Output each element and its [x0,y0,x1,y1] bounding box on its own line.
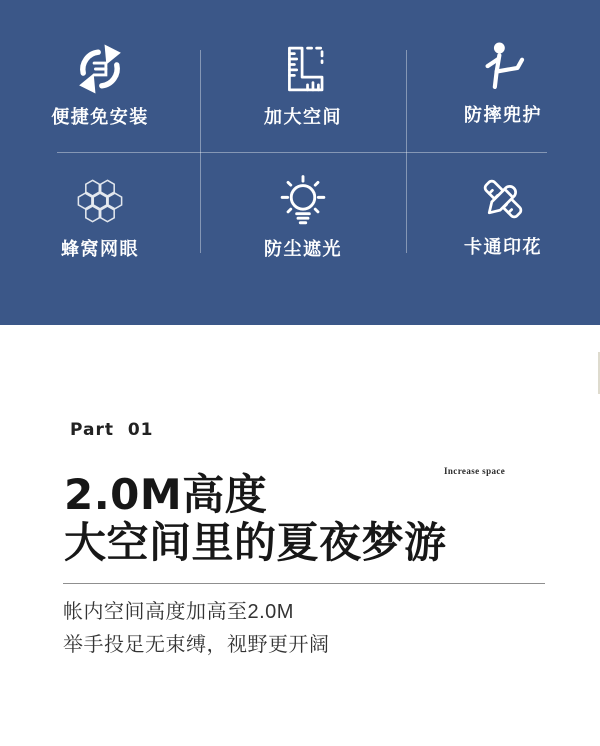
part-label: Part 01 [70,420,154,440]
crayon-icon [474,170,532,228]
falling-person-icon [474,38,532,96]
feature-cell-bigger-space [200,40,406,128]
feature-label: 加大空间 [264,107,342,127]
feature-label: 防尘遮光 [264,239,342,259]
headline-line-2: 大空间里的夏夜梦游 [64,518,447,567]
feature-cell-easy-install [0,40,200,128]
bulb-icon [274,172,332,230]
feature-label: 蜂窝网眼 [61,239,139,259]
feature-label: 防摔兜护 [464,105,542,125]
feature-cell-mesh [0,172,200,260]
description-line-1: 帐内空间高度加高至2.0M [63,601,294,623]
headline-line-1: 2.0M高度 [64,470,268,519]
section-divider [63,583,545,584]
honeycomb-icon [71,172,129,230]
feature-cell-cartoon-print [406,170,600,258]
watermark-text: Increase space [444,466,506,476]
section-headline [64,471,447,567]
refresh-icon [71,40,129,98]
feature-label: 便捷免安装 [51,107,149,127]
description-line-2: 举手投足无束缚，视野更开阔 [63,634,330,656]
feature-cell-light-block [200,172,406,260]
feature-panel [0,0,600,325]
feature-label: 卡通印花 [464,237,542,257]
ruler-icon [274,40,332,98]
feature-cell-fall-protection [406,38,600,126]
grid-divider-horizontal [57,152,547,153]
